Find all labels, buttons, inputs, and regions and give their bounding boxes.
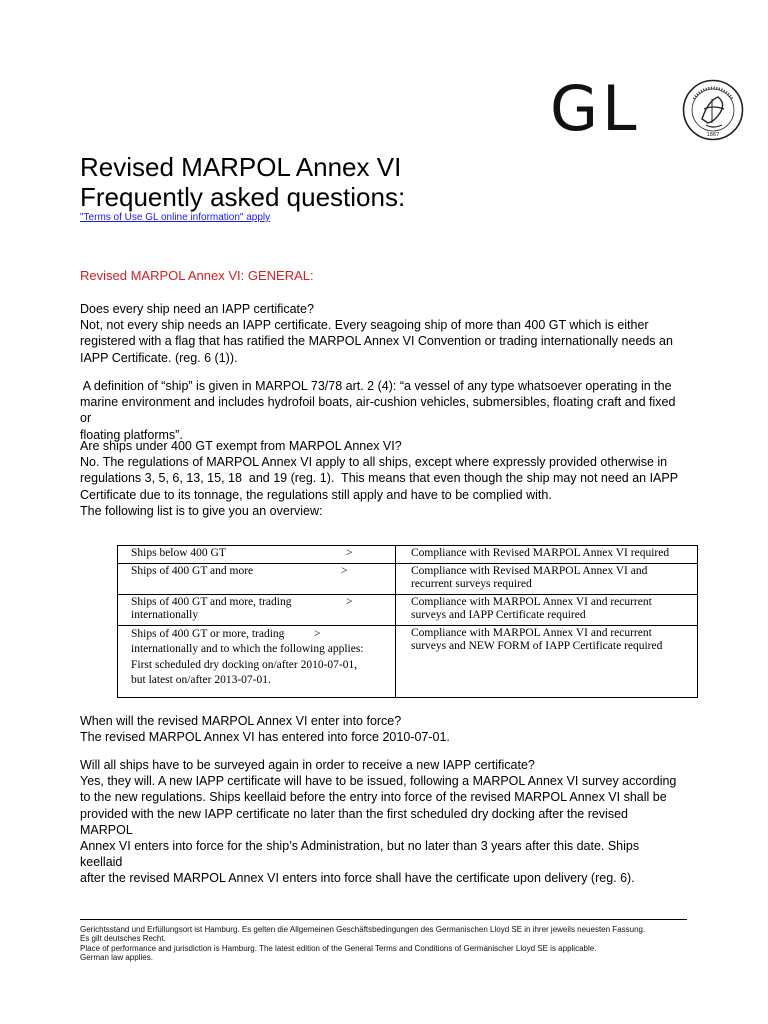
faq-iapp-certificate: [80, 301, 680, 366]
answer-line: The revised MARPOL Annex VI has entered into force 2010-07-01.: [80, 730, 450, 745]
answer-line: regulations 3, 5, 6, 13, 15, 18 and 19 (reg. 1). This means that even though the ship may not need an IAPP: [80, 471, 679, 486]
table-cell: Ships below 400 GT >: [118, 546, 396, 564]
footer-legal: [80, 925, 700, 962]
answer-line: No. The regulations of MARPOL Annex VI apply to all ships, except where expressly provided otherwise in: [80, 455, 668, 470]
question: Does every ship need an IAPP certificate?: [80, 302, 314, 316]
answer-line: after the revised MARPOL Annex VI enters into force shall have the certificate upon delivery (reg. 6).: [80, 871, 635, 886]
arrow-icon: >: [314, 627, 321, 640]
answer-line: Yes, they will. A new IAPP certificate will have to be issued, following a MARPOL Annex VI survey according: [80, 774, 677, 789]
table-row: [118, 594, 698, 625]
question: Will all ships have to be surveyed again in order to receive a new IAPP certificate?: [80, 758, 535, 772]
table-cell: Compliance with MARPOL Annex VI and recurrent surveys and IAPP Certificate required: [396, 594, 698, 625]
page-title: [80, 152, 680, 212]
answer-line: Certificate due to its tonnage, the regulations still apply and have to be complied with.: [80, 487, 552, 502]
seal-icon: [682, 79, 744, 141]
answer-line: provided with the new IAPP certificate no later than the first scheduled dry docking after the revised MARPOL: [80, 806, 628, 837]
seal-year: 1867: [706, 132, 720, 138]
table-cell: Ships of 400 GT and more >: [118, 563, 396, 594]
table-cell: Compliance with MARPOL Annex VI and recurrent surveys and NEW FORM of IAPP Certificate required: [396, 625, 698, 697]
footer-divider: [80, 919, 687, 920]
definition-line: floating platforms”.: [80, 427, 183, 442]
arrow-icon: >: [346, 595, 353, 608]
arrow-icon: >: [346, 547, 353, 559]
definition-line: marine environment and includes hydrofoil boats, air-cushion vehicles, submersibles, floating craft and fixed or: [80, 395, 676, 426]
footer-line: Es gilt deutsches Recht.: [80, 934, 166, 944]
table-cell: Ships of 400 GT and more, trading internationally >: [118, 594, 396, 625]
answer-line: Not, not every ship needs an IAPP certificate. Every seagoing ship of more than 400 GT which is either: [80, 318, 649, 333]
footer-line: Place of performance and jurisdiction is Hamburg. The latest edition of the General Terms and Conditions of Germanischer Lloyd SE is applicable.: [80, 943, 597, 953]
arrow-icon: >: [341, 564, 348, 577]
answer-line: registered with a flag that has ratified the MARPOL Annex VI Convention or trading internationally needs an: [80, 334, 673, 349]
answer-line: The following list is to give you an overview:: [80, 503, 323, 518]
answer-line: Annex VI enters into force for the ship’s Administration, but no later than 3 years after this date. Ships keellaid: [80, 839, 640, 870]
faq-entry-into-force: [80, 713, 680, 745]
answer-line: to the new regulations. Ships keellaid before the entry into force of the revised MARPOL Annex VI shall be: [80, 790, 667, 805]
section-heading: Revised MARPOL Annex VI: GENERAL:: [80, 268, 314, 283]
overview-table: [117, 545, 698, 698]
faq-resurvey: [80, 757, 680, 887]
footer-line: Gerichtsstand und Erfüllungsort ist Hamburg. Es gelten die Allgemeinen Geschäftsbedingungen des Germanischen Lloyd SE in ihrer jeweils neuesten Fassung.: [80, 925, 646, 934]
definition-line: A definition of “ship” is given in MARPOL 73/78 art. 2 (4): “a vessel of any type whatsoever operating in the: [80, 379, 672, 393]
table-cell: Compliance with Revised MARPOL Annex VI and recurrent surveys required: [396, 563, 698, 594]
table-cell: Compliance with Revised MARPOL Annex VI required: [396, 546, 698, 564]
table-row: [118, 625, 698, 697]
terms-of-use-link[interactable]: "Terms of Use GL online information" apply: [80, 212, 271, 223]
faq-under-400gt: [80, 438, 680, 519]
question: When will the revised MARPOL Annex VI enter into force?: [80, 714, 402, 728]
title-line-1: Revised MARPOL Annex VI: [80, 152, 402, 182]
question: Are ships under 400 GT exempt from MARPOL Annex VI?: [80, 439, 402, 453]
table-cell: Ships of 400 GT or more, trading internationally and to which the following applies: First scheduled dry docking on/after 2010-07-01, but latest on/after 2013-07-01. >: [118, 625, 396, 697]
footer-line: German law applies.: [80, 952, 153, 962]
table-row: [118, 546, 698, 564]
title-line-2: Frequently asked questions:: [80, 182, 406, 212]
table-row: [118, 563, 698, 594]
answer-line: IAPP Certificate. (reg. 6 (1)).: [80, 350, 238, 365]
logo-text: GL: [550, 72, 641, 145]
ship-definition: [80, 378, 680, 443]
